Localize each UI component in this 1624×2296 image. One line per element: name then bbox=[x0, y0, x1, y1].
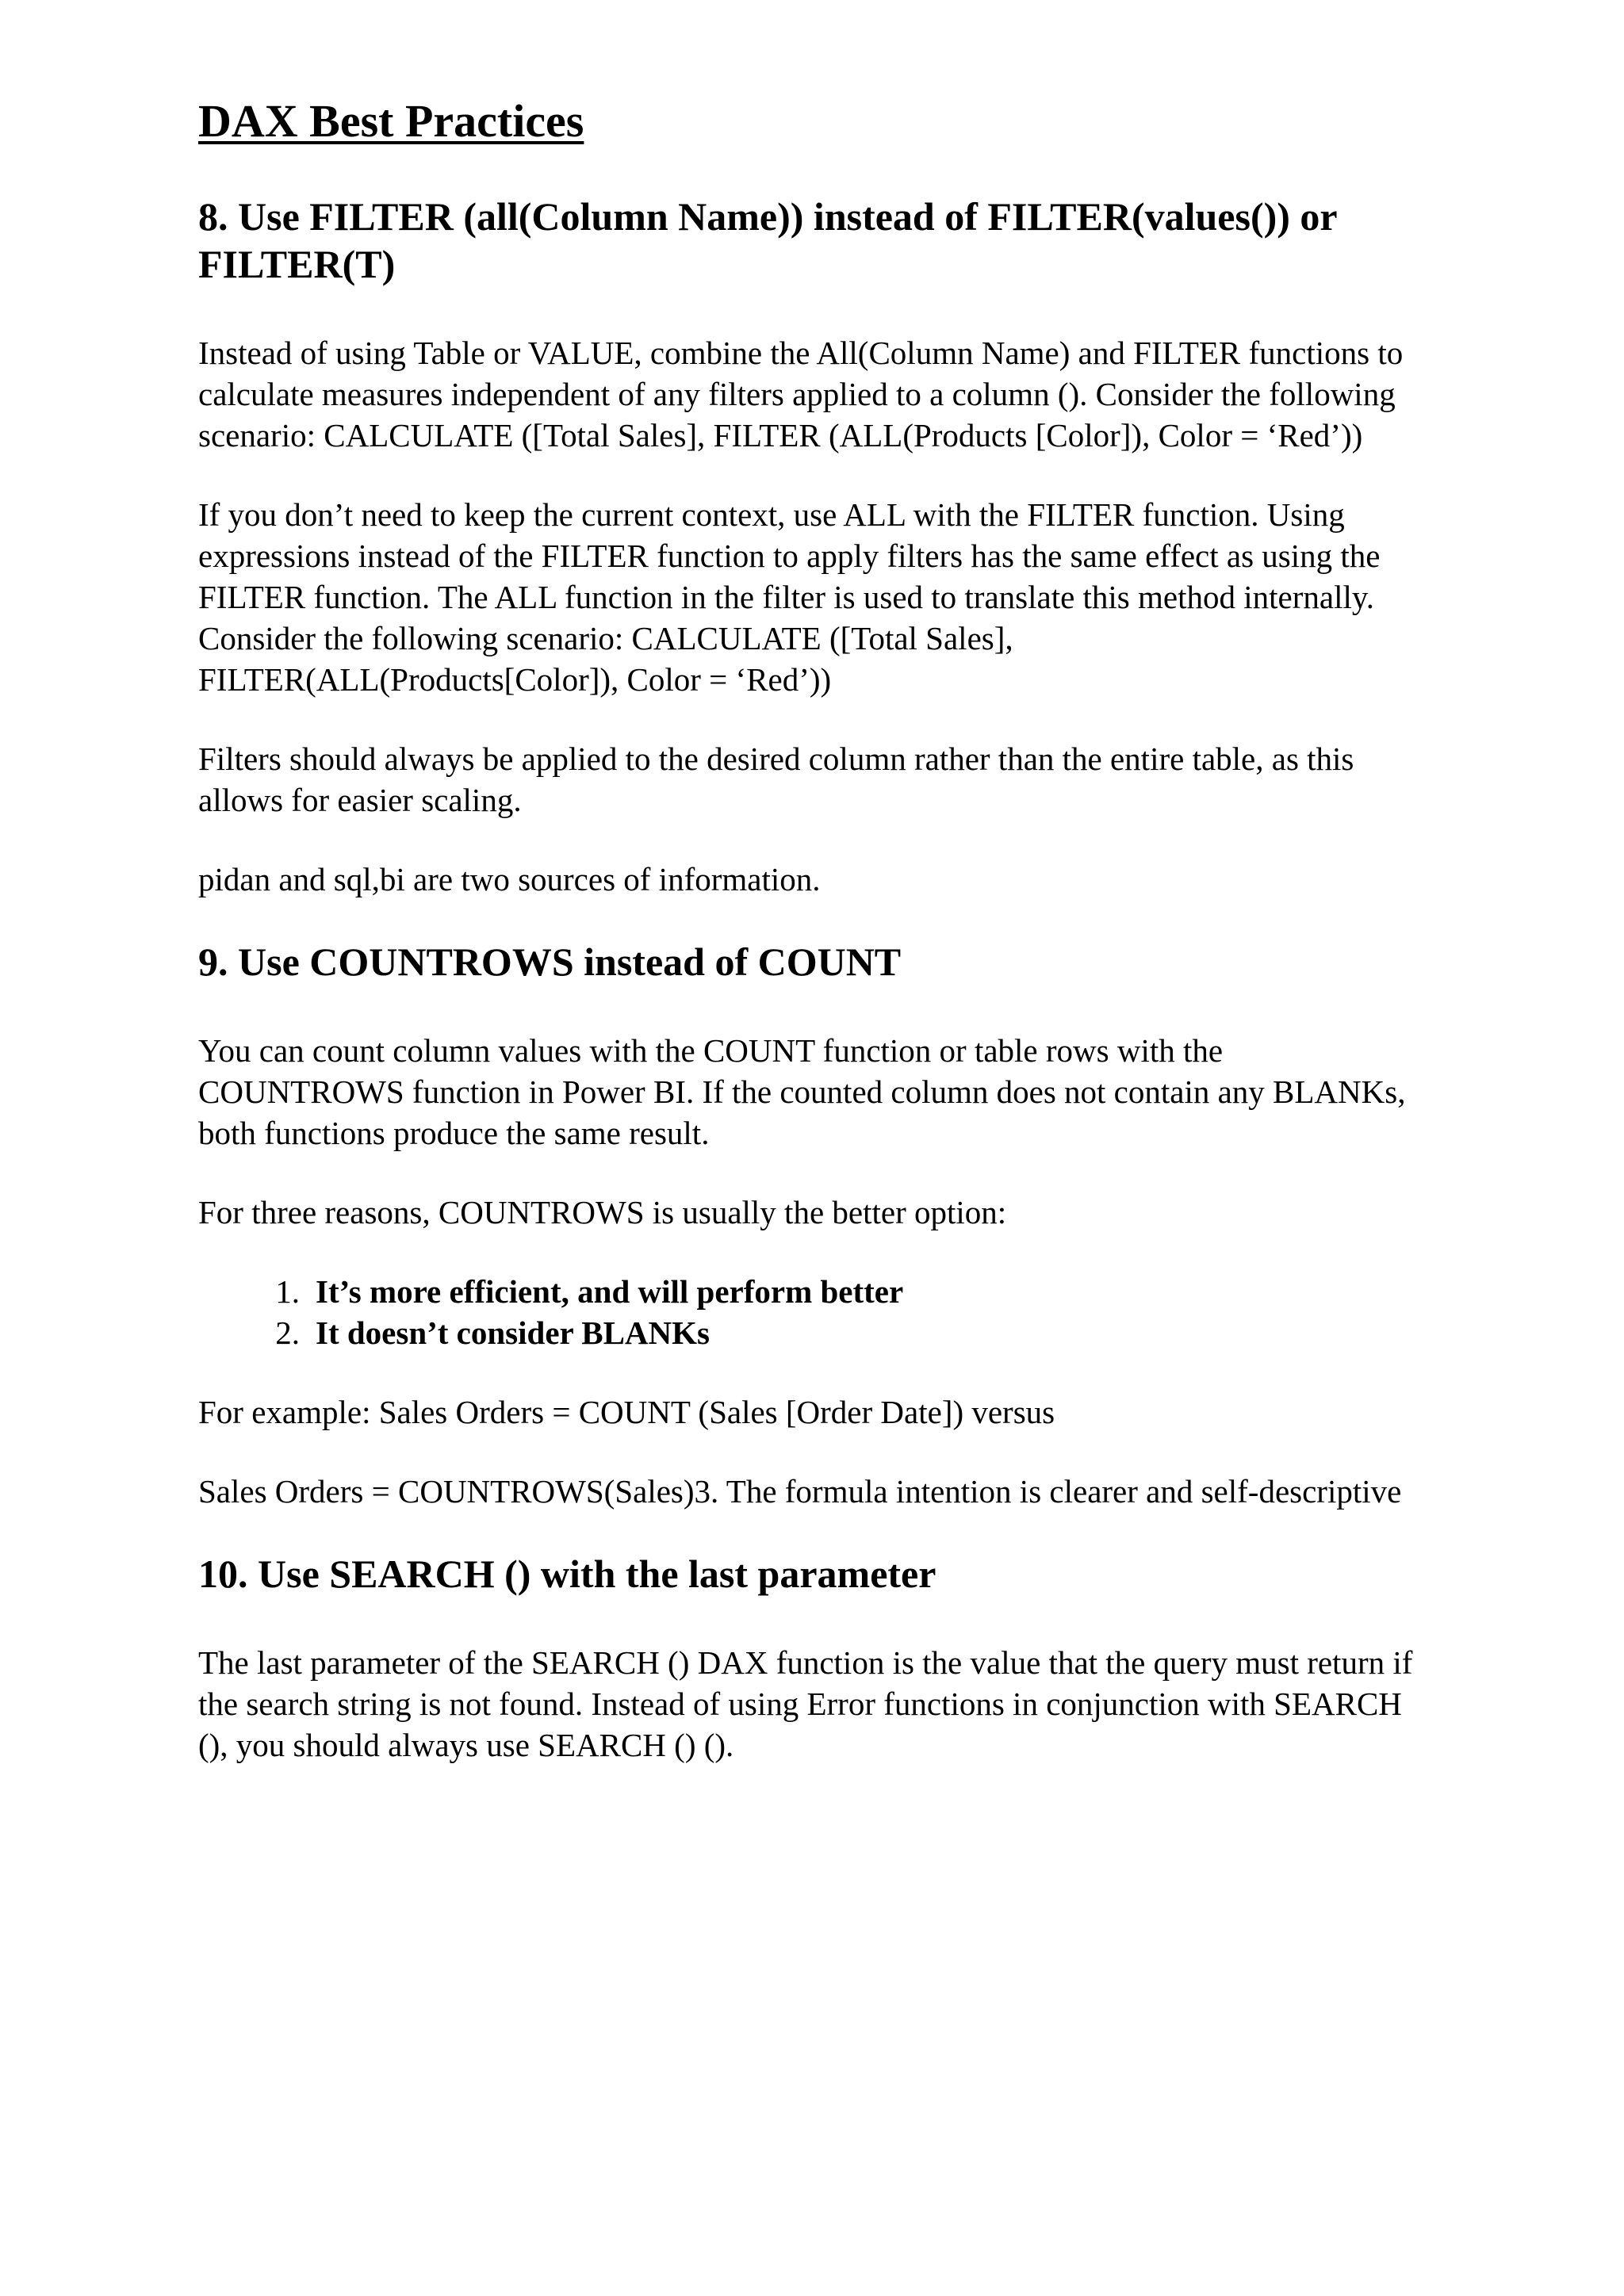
paragraph: Sales Orders = COUNTROWS(Sales)3. The formula intention is clearer and self-descriptive bbox=[198, 1472, 1402, 1510]
paragraph: pidan and sql,bi are two sources of information. bbox=[198, 860, 821, 897]
paragraph: For three reasons, COUNTROWS is usually the better option: bbox=[198, 1193, 1007, 1230]
list-item-text: It doesn’t consider BLANKs bbox=[316, 1314, 710, 1351]
section-heading: 10. Use SEARCH () with the last parameter bbox=[198, 1551, 936, 1596]
list-item bbox=[198, 1312, 1435, 1353]
reasons-list bbox=[198, 1271, 1435, 1353]
paragraph: Filters should always be applied to the desired column rather than the entire table, as this allows for easier scaling. bbox=[198, 740, 1354, 818]
section-search bbox=[198, 1550, 1435, 1766]
list-item-number: 1. bbox=[275, 1272, 300, 1310]
document-title: DAX Best Practices bbox=[198, 95, 584, 147]
document-page bbox=[198, 95, 1435, 1804]
section-heading: 8. Use FILTER (all(Column Name)) instead of FILTER(values()) or FILTER(T) bbox=[198, 193, 1337, 286]
paragraph: Instead of using Table or VALUE, combine the All(Column Name) and FILTER functions to calculate measures independent of any filters applied to a column (). Consider the following scenario: CALCULATE ([Total Sales], FILTER (ALL(Products [Color]), Color = ‘Red’)) bbox=[198, 334, 1404, 453]
list-item-text: It’s more efficient, and will perform better bbox=[316, 1272, 904, 1310]
paragraph: The last parameter of the SEARCH () DAX function is the value that the query must return if the search string is not found. Instead of using Error functions in conjunction with SEARCH (), you should always use SEARCH () (). bbox=[198, 1644, 1413, 1763]
list-item-number: 2. bbox=[275, 1314, 300, 1351]
paragraph: If you don’t need to keep the current context, use ALL with the FILTER function. Using expressions instead of the FILTER function to apply filters has the same effect as using the FILTER function. The ALL function in the filter is used to translate this method internally. Consider the following scenario: CALCULATE ([Total Sales], FILTER(ALL(Products[Color]), Color = ‘Red’)) bbox=[198, 496, 1381, 698]
paragraph: You can count column values with the COUNT function or table rows with the COUNTROWS function in Power BI. If the counted column does not contain any BLANKs, both functions produce the same result. bbox=[198, 1031, 1406, 1151]
list-item bbox=[198, 1271, 1435, 1312]
paragraph: For example: Sales Orders = COUNT (Sales [Order Date]) versus bbox=[198, 1393, 1055, 1430]
section-countrows bbox=[198, 938, 1435, 1512]
section-heading: 9. Use COUNTROWS instead of COUNT bbox=[198, 939, 902, 984]
section-filter-all bbox=[198, 193, 1435, 900]
